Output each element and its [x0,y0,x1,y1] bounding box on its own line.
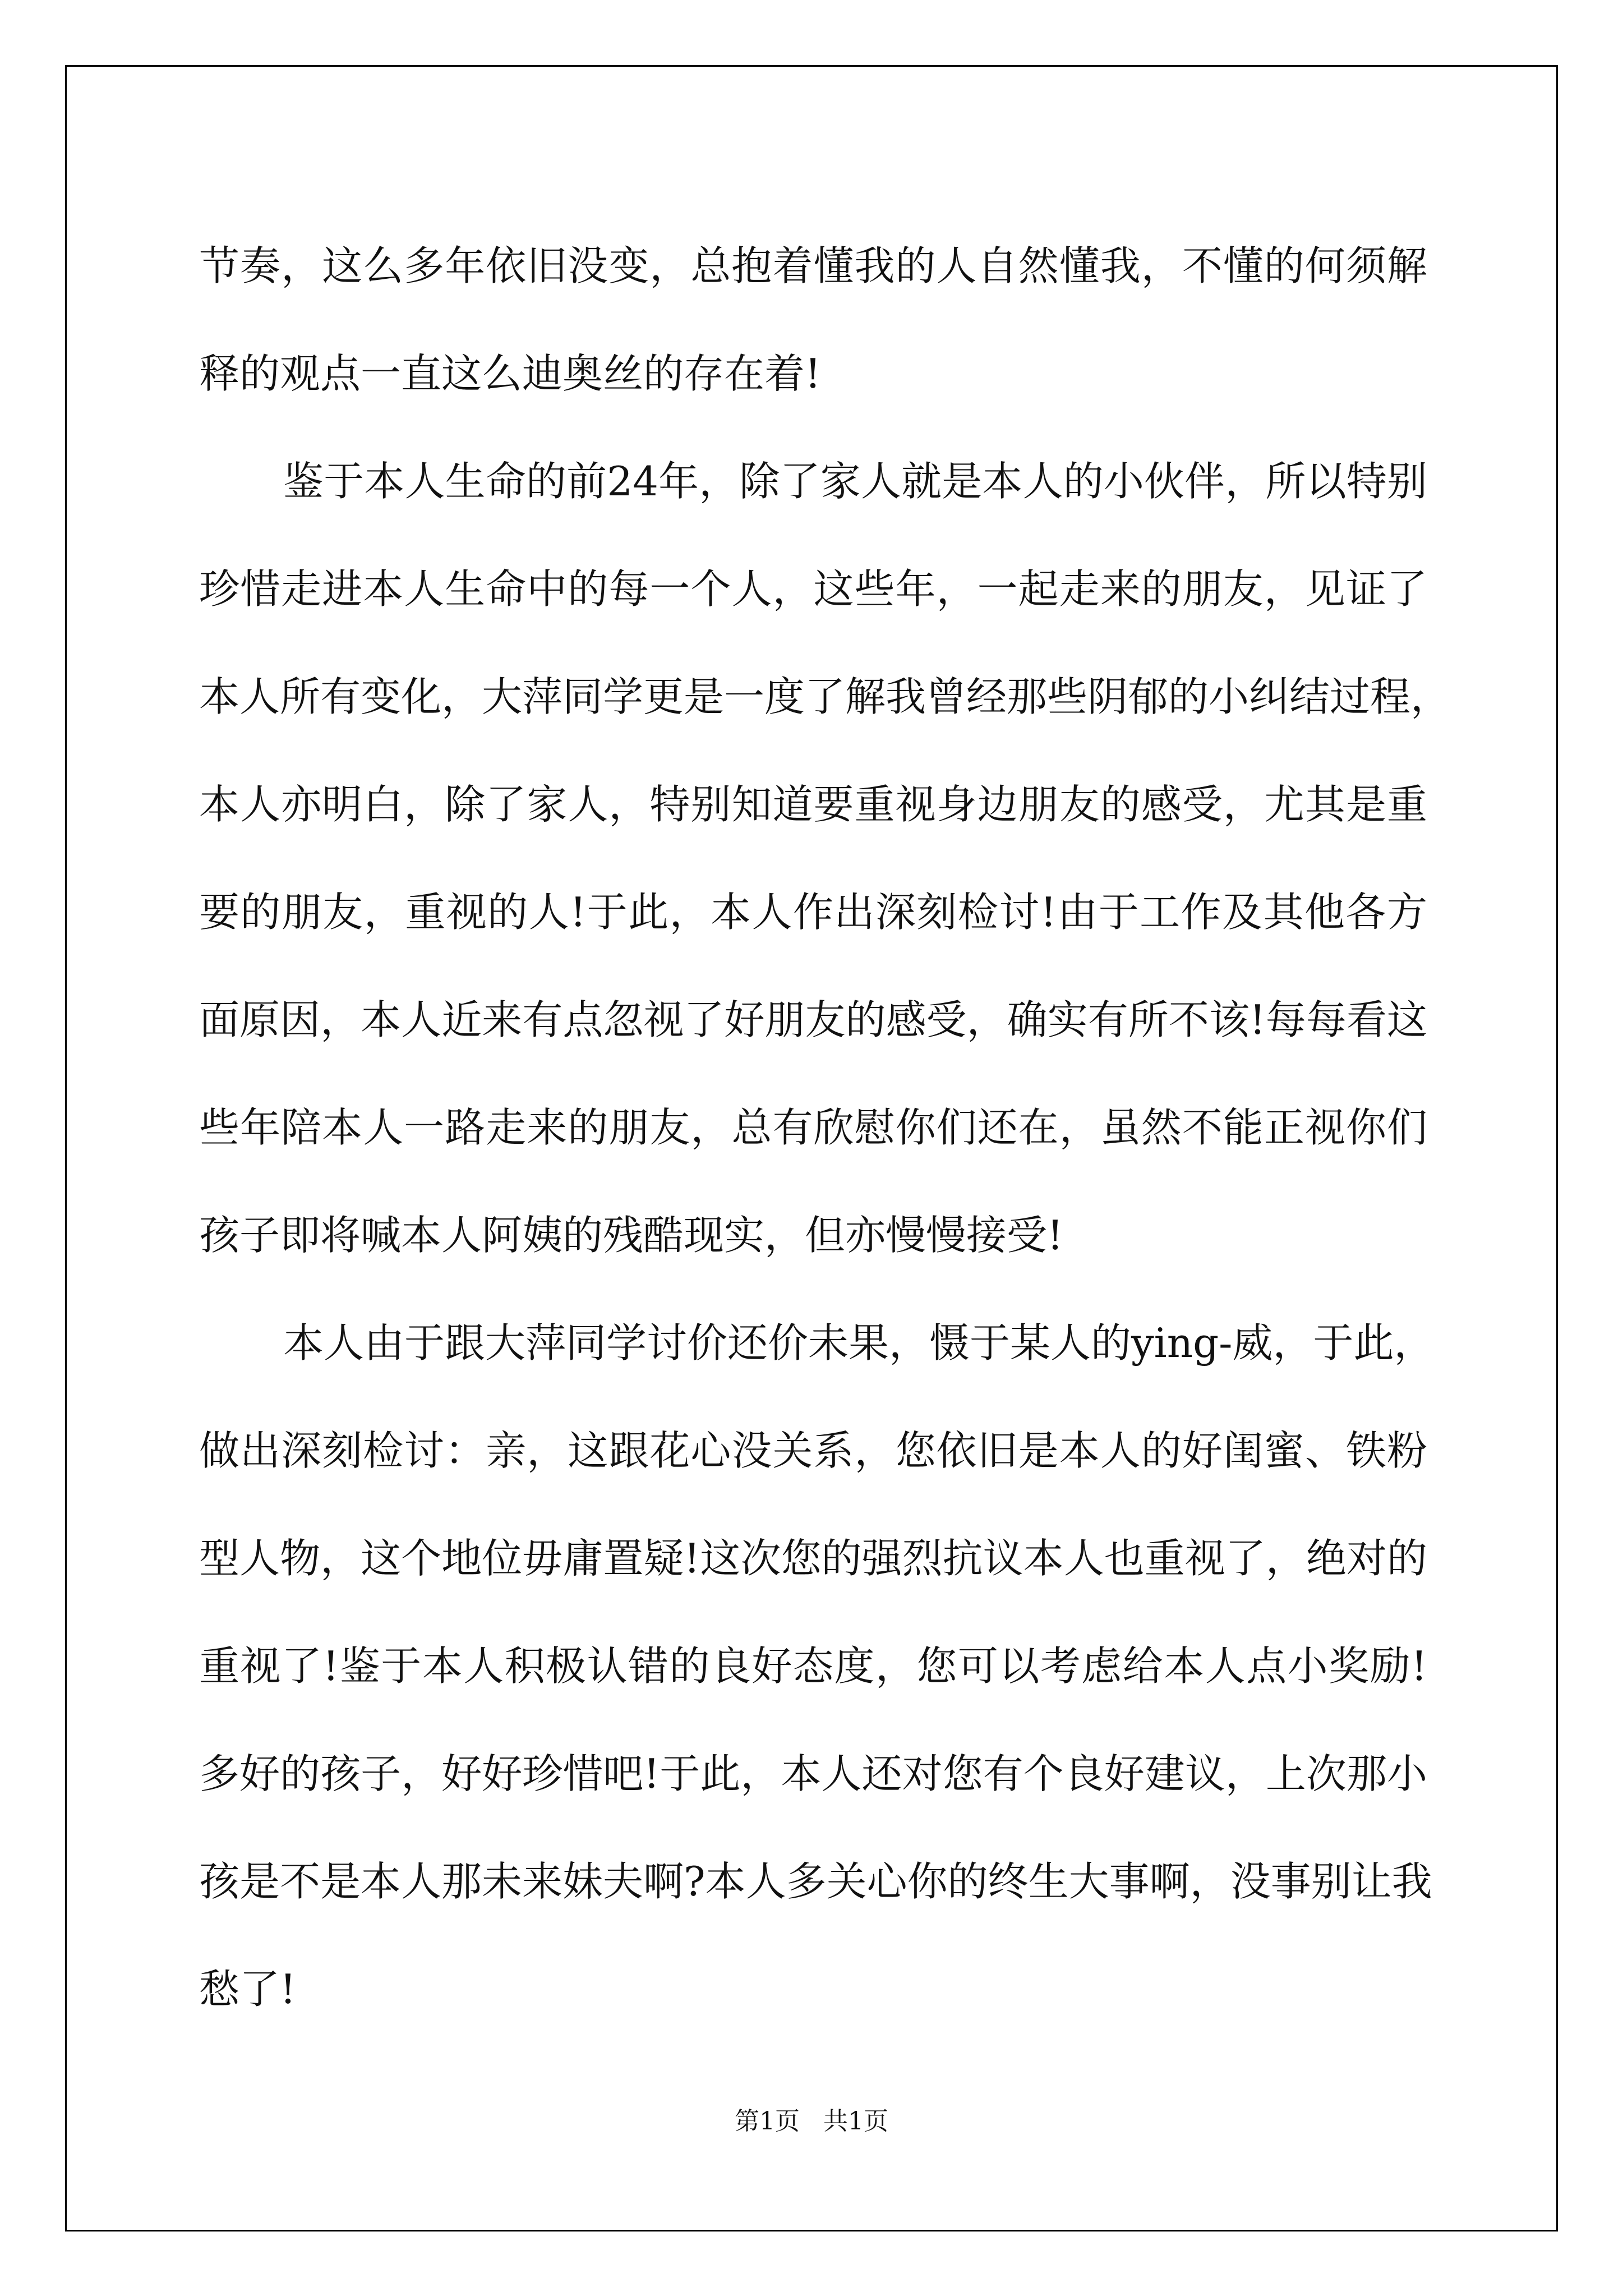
page-footer [0,2101,1623,2137]
text-line: 孩子即将喊本人阿姨的残酷现实，但亦慢慢接受! [199,1212,1063,1259]
text-line: 珍惜走进本人生命中的每一个人，这些年，一起走来的朋友，见证了 [199,565,1427,613]
text-line: 要的朋友，重视的人!于此，本人作出深刻检讨!由于工作及其他各方 [199,889,1427,936]
text-line: 型人物，这个地位毋庸置疑!这次您的强烈抗议本人也重视了，绝对的 [199,1535,1427,1582]
text-line: 些年陪本人一路走来的朋友，总有欣慰你们还在，虽然不能正视你们 [199,1104,1427,1151]
text-line: 鉴于本人生命的前24年，除了家人就是本人的小伙伴，所以特别 [283,458,1427,505]
text-line: 本人由于跟大萍同学讨价还价未果，慑于某人的ying-威，于此， [283,1319,1435,1366]
text-line: 节奏，这么多年依旧没变，总抱着懂我的人自然懂我，不懂的何须解 [199,242,1427,289]
paragraph-1 [199,212,1427,427]
paragraph-2 [199,427,1451,1289]
text-line: 本人亦明白，除了家人，特别知道要重视身边朋友的感受，尤其是重 [199,781,1427,828]
page-total: 共1页 [823,2107,888,2136]
text-line: 做出深刻检讨：亲，这跟花心没关系，您依旧是本人的好闺蜜、铁粉 [199,1427,1427,1474]
text-line: 重视了!鉴于本人积极认错的良好态度，您可以考虑给本人点小奖励! [199,1642,1427,1690]
text-line: 多好的孩子，好好珍惜吧!于此，本人还对您有个良好建议，上次那小 [199,1750,1427,1797]
text-line: 面原因，本人近来有点忽视了好朋友的感受，确实有所不该!每每看这 [199,996,1427,1043]
text-line: 愁了! [199,1966,296,2013]
text-line: 孩是不是本人那未来妹夫啊?本人多关心你的终生大事啊，没事别让我 [199,1858,1432,1905]
text-line: 释的观点一直这么迪奥丝的存在着! [199,350,821,397]
document-body [199,212,1451,2043]
text-line: 本人所有变化，大萍同学更是一度了解我曾经那些阴郁的小纠结过程， [199,673,1451,720]
page-number: 第1页 [735,2107,800,2136]
paragraph-3 [199,1289,1435,2043]
